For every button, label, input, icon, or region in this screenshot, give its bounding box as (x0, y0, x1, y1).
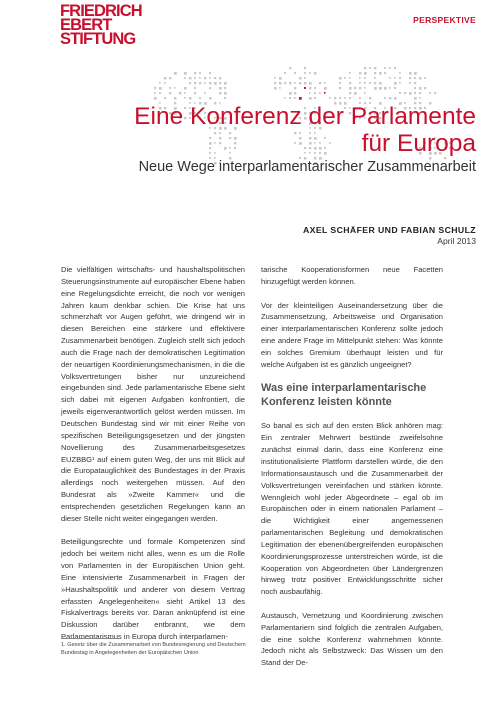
map-dot (289, 97, 291, 99)
map-dot (364, 72, 367, 75)
map-dot (174, 72, 177, 75)
footnote: 1. Gesetz über die Zusammenarbeit von Bundesregierung und Deutschem Bundestag in Angelegenheiten der Europäischen Union (61, 642, 246, 656)
map-dot (434, 92, 436, 94)
map-dot (204, 82, 206, 84)
map-dot (209, 87, 211, 89)
map-dot (274, 82, 276, 84)
map-dot (394, 82, 397, 85)
map-dot (314, 72, 317, 75)
map-dot (194, 92, 196, 94)
map-dot (384, 72, 386, 74)
footnote-divider (61, 638, 121, 639)
map-dot (174, 97, 176, 99)
right-paragraph-1: tarische Kooperationsformen neue Facetten hinzugefügt werden können. (261, 265, 443, 286)
map-dot (349, 82, 351, 84)
map-dot (189, 82, 191, 84)
map-dot (384, 97, 386, 99)
map-dot (419, 77, 421, 79)
map-dot (364, 87, 366, 89)
map-dot (294, 72, 296, 74)
map-dot (414, 87, 416, 89)
map-dot (199, 77, 201, 79)
map-dot (379, 82, 382, 85)
section-heading: Was eine interparlamentarische Konferenz leisten könnte (261, 382, 427, 408)
map-dot (219, 82, 221, 84)
map-dot (414, 72, 417, 75)
map-dot (314, 92, 316, 94)
left-paragraph-1: Die vielfältigen wirtschafts- und haushaltspolitischen Steuerungsinstrumente auf europäischer Ebene haben eine Regelungsdichte erreicht, die noch vor wenigen Jahren kaum denkbar schien. Die Krise hat uns schmerzhaft vor Augen geführt, wie dringend wir in diesen Bereichen eine stärkere und effektivere Zusammenarbeit benötigen. Zugleich stellt sich jedoch auch die Frage nach der demokratischen Legitimation der neuartigen Koordinierungsmechanismen, in die die Volksvertretungen bisher nur unzureichend eingebunden sind. Jede parlamentarische Ebene sieht sich dabei mit eigenen Aufgaben konfrontiert, die jeweils eigenverantwortlich gelöst werden müssen. Im Deutschen Bundestag sind wir mit einer Reihe von spezifischen Beteiligungsgesetzen und der jüngsten Novellierung des Zusammenarbeitsgesetzes EUZBBG¹ auf einem guten Weg, der uns mit Blick auf die Europatauglichkeit des Bundestages in der Praxis allerdings noch weitergehen müssen. Auf den Bundesrat als »Zweite Kammer« und die entsprechenden gesetzlichen Regelungen kann an dieser Stelle nicht weiter eingegangen werden. (61, 265, 245, 523)
map-dot (224, 82, 227, 85)
map-dot (339, 87, 341, 89)
map-dot (224, 97, 226, 99)
map-dot (289, 82, 291, 84)
map-dot (324, 87, 327, 90)
map-dot (324, 92, 326, 94)
map-dot (364, 77, 366, 79)
map-dot (304, 87, 306, 89)
map-dot (164, 82, 166, 84)
map-dot (154, 87, 156, 89)
map-dot (184, 77, 186, 79)
map-dot (184, 92, 186, 94)
map-dot (374, 67, 376, 69)
map-dot (199, 72, 201, 74)
map-dot (349, 77, 351, 79)
page-title (40, 103, 476, 157)
map-dot (164, 97, 166, 99)
map-dot (294, 97, 296, 99)
map-dot (169, 92, 171, 94)
map-dot (379, 87, 382, 90)
authors: AXEL SCHÄFER UND FABIAN SCHULZ (302, 225, 476, 235)
right-column (261, 264, 443, 681)
map-dot (389, 87, 391, 89)
map-dot (199, 97, 201, 99)
left-column (61, 264, 245, 655)
map-dot (344, 97, 346, 99)
map-dot (394, 97, 397, 100)
map-dot (164, 77, 166, 79)
map-dot (324, 82, 326, 84)
map-dot (374, 72, 376, 74)
map-dot (179, 92, 181, 94)
map-dot (299, 82, 301, 84)
map-dot (159, 87, 162, 90)
map-dot (399, 82, 401, 84)
map-dot (154, 92, 156, 94)
map-dot (284, 97, 286, 99)
map-dot (399, 92, 401, 94)
map-dot (344, 77, 346, 79)
map-dot (299, 97, 302, 100)
map-dot (389, 77, 391, 79)
map-dot (374, 82, 376, 84)
map-dot (224, 92, 227, 95)
map-dot (369, 82, 371, 84)
map-dot (359, 82, 361, 84)
map-dot (284, 82, 286, 84)
map-dot (309, 97, 312, 100)
map-dot (414, 82, 416, 84)
map-dot (194, 72, 196, 74)
map-dot (189, 97, 192, 100)
map-dot (389, 67, 391, 69)
map-dot (204, 92, 206, 94)
map-dot (184, 72, 187, 75)
map-dot (349, 87, 352, 90)
map-dot (214, 77, 216, 79)
map-dot (309, 72, 311, 74)
map-dot (219, 77, 221, 79)
map-dot (374, 77, 376, 79)
map-dot (394, 67, 396, 69)
map-dot (389, 97, 391, 99)
map-dot (279, 77, 282, 80)
section-label: PERSPEKTIVE (413, 15, 476, 25)
map-dot (194, 87, 196, 89)
map-dot (409, 82, 411, 84)
map-dot (204, 77, 206, 79)
map-dot (429, 92, 431, 94)
map-dot (214, 82, 217, 85)
map-dot (359, 97, 361, 99)
map-dot (359, 72, 361, 74)
map-dot (224, 87, 226, 89)
map-dot (209, 82, 211, 84)
map-dot (279, 82, 282, 85)
logo-line-2: EBERT (60, 16, 112, 34)
map-dot (349, 97, 351, 99)
title-line-2: für Europa (361, 130, 476, 157)
map-dot (424, 77, 426, 79)
map-dot (424, 87, 426, 89)
map-dot (274, 77, 276, 79)
map-dot (419, 97, 421, 99)
map-dot (369, 67, 371, 69)
map-dot (294, 92, 296, 94)
map-dot (209, 77, 211, 79)
map-dot (404, 92, 406, 94)
map-dot (414, 97, 417, 100)
map-dot (194, 82, 196, 84)
map-dot (309, 82, 312, 85)
map-dot (364, 82, 366, 84)
map-dot (289, 92, 292, 95)
map-dot (354, 87, 356, 89)
map-dot (364, 67, 366, 69)
map-dot (394, 77, 396, 79)
map-dot (279, 87, 281, 89)
map-dot (339, 97, 341, 99)
map-dot (309, 92, 311, 94)
right-paragraph-4: Austausch, Vernetzung und Koordinierung zwischen Parlamentariern sind folglich die zentralen Aufgaben, die eine solche Konferenz wahrnehmen könnte. Jedoch nicht als Selbstzweck: Das Wissen um den Stand der De- (261, 610, 443, 668)
map-dot (394, 87, 396, 89)
map-dot (294, 82, 296, 84)
fes-logo (60, 4, 140, 46)
right-paragraph-2: Vor der kleinteiligen Auseinandersetzung über die Zusammensetzung, Arbeitsweise und Organisation einer interparlamentarischen Konferenz sollte jedoch eine andere Frage im Mittelpunkt stehen: Was könnte ein solches Gremium überhaupt leisten und für welche Aufgaben ist es gänzlich ungeeignet? (261, 300, 443, 369)
map-dot (359, 87, 361, 89)
map-dot (349, 72, 351, 74)
map-dot (349, 92, 351, 94)
map-dot (299, 77, 301, 79)
map-dot (339, 77, 342, 80)
map-dot (194, 77, 196, 79)
map-dot (419, 87, 422, 90)
map-dot (284, 72, 286, 74)
map-dot (219, 87, 222, 90)
map-dot (399, 72, 401, 74)
map-dot (184, 87, 187, 90)
map-dot (189, 77, 191, 79)
map-dot (294, 87, 296, 89)
map-dot (414, 92, 416, 94)
map-dot (399, 77, 401, 79)
map-dot (169, 87, 171, 89)
map-dot (339, 82, 341, 84)
map-dot (414, 77, 416, 79)
map-dot (409, 92, 412, 95)
map-dot (304, 77, 306, 79)
map-dot (219, 92, 221, 94)
map-dot (374, 87, 377, 90)
map-dot (314, 87, 316, 89)
map-dot (274, 87, 277, 90)
map-dot (319, 92, 321, 94)
map-dot (384, 67, 386, 69)
map-dot (369, 97, 371, 99)
map-dot (419, 92, 421, 94)
map-dot (364, 92, 366, 94)
map-dot (174, 87, 176, 89)
map-dot (209, 72, 211, 74)
map-dot (309, 87, 311, 89)
map-dot (184, 97, 186, 99)
map-dot (159, 92, 161, 94)
map-dot (289, 67, 291, 69)
title-line-1: Eine Konferenz der Parlamente (134, 103, 476, 130)
map-dot (209, 97, 211, 99)
map-dot (384, 87, 387, 90)
left-paragraph-2: Beteiligungsrechte und formale Kompetenzen sind jedoch bei weitem nicht alles, wenn es um die Rolle von Parlamenten in der Europäischen Union geht. Eine intensivierte Zusammenarbeit in Fragen der »Haushaltspolitik und anderer von diesem Vertrag erfassten Angelegenheiten« sieht Artikel 13 des Fiskalvertrags bereits vor. Daran anknüpfend ist eine Diskussion darüber entbrannt, wie dem Parlamentarismus in Europa durch interparlamen- (61, 537, 245, 642)
right-paragraph-3: So banal es sich auf den ersten Blick anhören mag: Ein zentraler Mehrwert bestünde zweifelsohne zunächst einmal darin, dass eine Konferenz eine institutionalisierte Plattform darstellen würde, die den Informationsaustausch und die Zusammenarbeit der Volksvertretungen vereinfachen und stärken könnte. Wenngleich wohl jeder Abgeordnete – egal ob im Europäischen oder in einem nationalen Parlament – die Wichtigkeit einer angemessenen parlamentarischen Begleitung und demokratischen Legitimation der ebenenübergreifenden europäischen Koordinierungsprozesse unterstreichen würde, ist die Kooperation von Abgeordneten über Ländergrenzen hinweg trotz positiver Entwicklungsschritte sicher noch ausbaufähig. (261, 421, 443, 597)
logo-line-3: STIFTUNG (60, 30, 136, 48)
map-dot (379, 72, 382, 75)
publication-date: April 2013 (437, 236, 476, 246)
map-dot (314, 97, 316, 99)
map-dot (304, 72, 306, 74)
map-dot (304, 67, 306, 69)
map-dot (359, 77, 361, 79)
map-dot (329, 97, 331, 99)
logo-line-1: FRIEDRICH (60, 2, 142, 20)
page-subtitle: Neue Wege interparlamentarischer Zusammenarbeit (138, 159, 476, 175)
map-dot (354, 92, 357, 95)
map-dot (334, 97, 336, 99)
map-dot (199, 82, 201, 84)
map-dot (169, 77, 171, 79)
map-dot (409, 77, 411, 79)
map-dot (154, 97, 157, 100)
map-dot (304, 82, 307, 85)
map-dot (159, 82, 161, 84)
map-dot (409, 72, 412, 75)
map-dot (319, 82, 321, 84)
